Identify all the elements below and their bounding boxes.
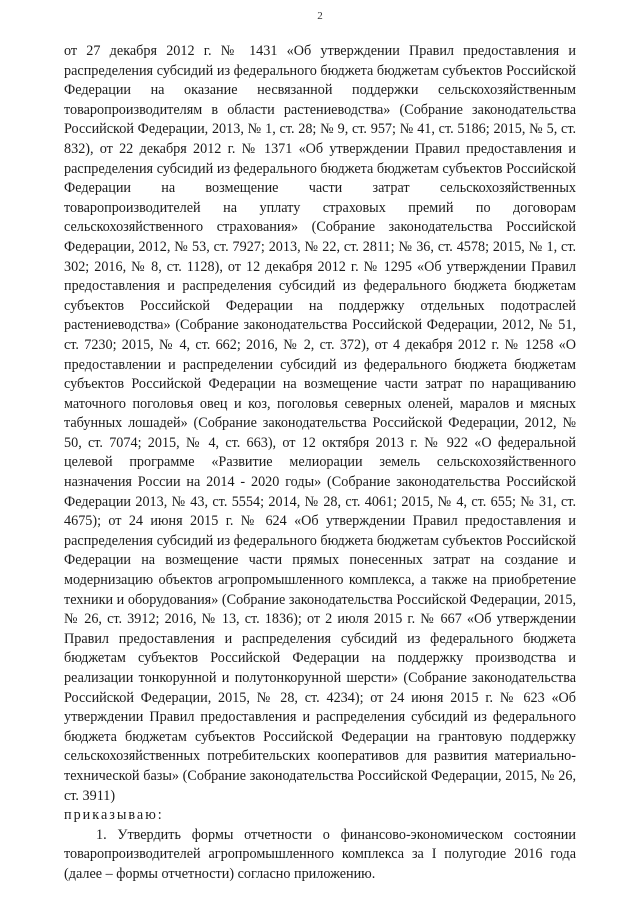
document-body (64, 42, 576, 885)
page-number: 2 (317, 10, 323, 22)
body-paragraph: от 27 декабря 2012 г. № 1431 «Об утверждении Правил предоставления и распределения субсидий из федерального бюджета бюджетам субъектов Российской Федерации на оказание несвязанной поддержки сельскохозяйственным товаропроизводителям в области растениеводства» (Собрание законодательства Российской Федерации, 2013, № 1, ст. 28; № 9, ст. 957; № 41, ст. 5186; 2015, № 5, ст. 832), от 22 декабря 2012 г. № 1371 «Об утверждении Правил предоставления и распределения субсидий из федерального бюджета бюджетам субъектов Российской Федерации на возмещение части затрат сельскохозяйственных товаропроизводителей на уплату страховых премий по договорам сельскохозяйственного страхования» (Собрание законодательства Российской Федерации, 2012, № 53, ст. 7927; 2013, № 22, ст. 2811; № 36, ст. 4578; 2015, № 1, ст. 302; 2016, № 8, ст. 1128), от 12 декабря 2012 г. № 1295 «Об утверждении Правил предоставления и распределения субсидий из федерального бюджета бюджетам субъектов Российской Федерации на поддержку отдельных подотраслей растениеводства» (Собрание законодательства Российской Федерации, 2012, № 51, ст. 7230; 2015, № 4, ст. 662; 2016, № 2, ст. 372), от 4 декабря 2012 г. № 1258 «О предоставлении и распределении субсидий из федерального бюджета бюджетам субъектов Российской Федерации на возмещение части затрат по наращиванию маточного поголовья овец и коз, поголовья северных оленей, маралов и мясных табунных лошадей» (Собрание законодательства Российской Федерации, 2012, № 50, ст. 7074; 2015, № 4, ст. 663), от 12 октября 2013 г. № 922 «О федеральной целевой программе «Развитие мелиорации земель сельскохозяйственного назначения России на 2014 - 2020 годы» (Собрание законодательства Российской Федерации 2013, № 43, ст. 5554; 2014, № 28, ст. 4061; 2015, № 4, ст. 655; № 31, ст. 4675); от 24 июня 2015 г. № 624 «Об утверждении Правил предоставления и распределения субсидий из федерального бюджета бюджетам субъектов Российской Федерации на возмещение части прямых понесенных затрат на создание и модернизацию объектов агропромышленного комплекса, а также на приобретение техники и оборудования» (Собрание законодательства Российской Федерации, 2015, № 26, ст. 3912; 2016, № 13, ст. 1836); от 2 июля 2015 г. № 667 «Об утверждении Правил предоставления и распределения субсидий из федерального бюджета бюджетам субъектов Российской Федерации на поддержку производства и реализации тонкорунной и полутонкорунной шерсти» (Собрание законодательства Российской Федерации, 2015, № 28, ст. 4234); от 24 июня 2015 г. № 623 «Об утверждении Правил предоставления и распределения субсидий из федерального бюджета бюджетам субъектов Российской Федерации на грантовую поддержку сельскохозяйственных потребительских кооперативов для развития материально-технической базы» (Собрание законодательства Российской Федерации, 2015, № 26, ст. 3911) (64, 43, 576, 804)
clause-1: 1. Утвердить формы отчетности о финансово-экономическом состоянии товаропроизводителей агропромышленного комплекса за I полугодие 2016 года (далее – формы отчетности) согласно приложению. (64, 826, 576, 882)
order-word: приказываю: (64, 807, 164, 824)
